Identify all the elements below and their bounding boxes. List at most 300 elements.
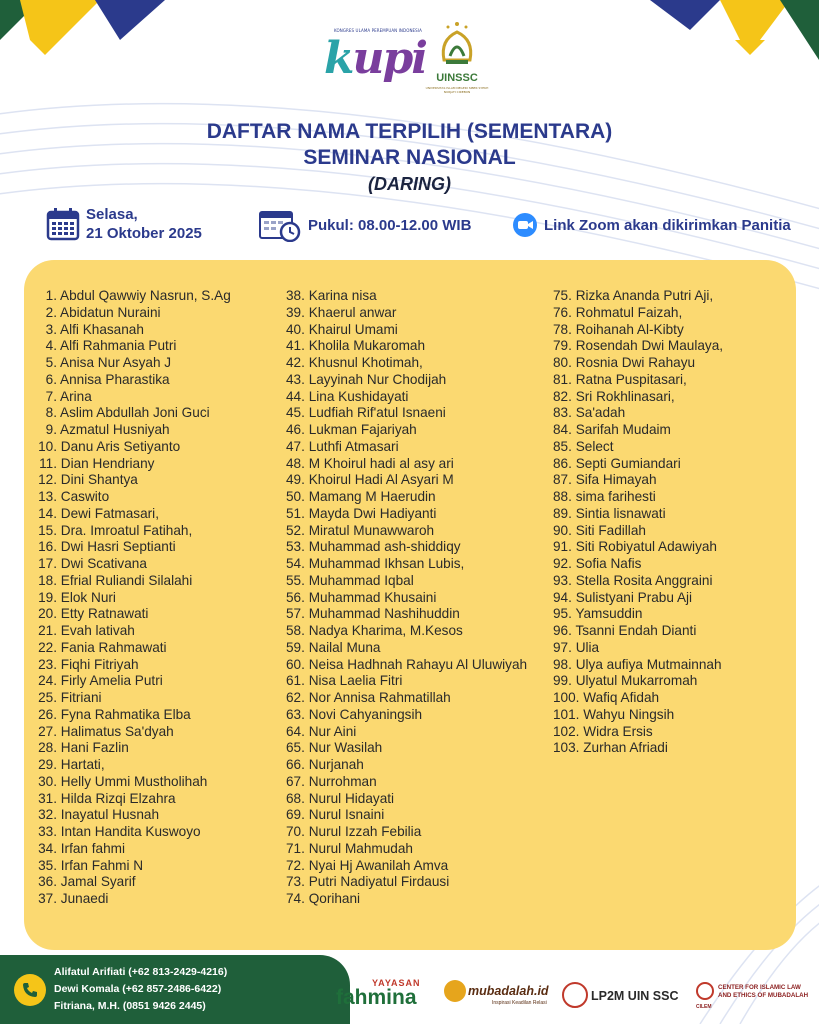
list-item-name: Nur Aini <box>308 723 357 739</box>
list-item-number: 67. <box>286 773 305 789</box>
name-list-item <box>553 355 723 372</box>
list-item-number: 65. <box>286 740 305 756</box>
name-list-item <box>30 623 231 640</box>
name-list-item <box>286 556 527 573</box>
list-item-number: 53. <box>286 539 305 555</box>
list-item-name: Nurul Isnaini <box>308 807 385 823</box>
list-item-number: 30. <box>38 773 57 789</box>
list-item-number: 48. <box>286 455 305 471</box>
name-list-item <box>30 489 231 506</box>
list-item-number: 43. <box>286 371 305 387</box>
list-item-name: Nurul Mahmudah <box>308 840 413 856</box>
list-item-name: Dewi Fatmasari, <box>60 505 159 521</box>
list-item-name: Nailal Muna <box>308 639 381 655</box>
uinssc-emblem-icon <box>436 20 478 68</box>
list-item-number: 31. <box>38 790 57 806</box>
list-item-number: 14. <box>38 505 57 521</box>
uinssc-subtitle: UNIVERSITAS ISLAM NEGERI SIBER SYEKH NURJATI CIREBON <box>425 86 489 94</box>
list-item-number: 96. <box>553 623 572 638</box>
name-list-item <box>553 405 723 422</box>
list-item-name: Ulyatul Mukarromah <box>575 673 698 689</box>
corner-decoration-left <box>0 0 170 64</box>
list-item-number: 69. <box>286 807 305 823</box>
name-list-item <box>286 640 527 657</box>
list-item-name: Kholila Mukaromah <box>308 338 426 354</box>
list-item-number: 78. <box>553 321 572 337</box>
list-item-name: Ulia <box>575 639 600 655</box>
list-item-number: 93. <box>553 572 572 588</box>
list-item-number: 39. <box>286 304 305 320</box>
list-item-name: Nadya Kharima, M.Kesos <box>308 623 463 638</box>
list-item-name: Nurjanah <box>308 757 364 772</box>
list-item-number: 36. <box>38 874 57 890</box>
name-list-item <box>286 573 527 590</box>
list-item-name: Abdul Qawwiy Nasrun, S.Ag <box>60 288 231 303</box>
name-list-item <box>30 338 231 355</box>
kupi-logo <box>322 24 426 90</box>
list-item-number: 75. <box>553 288 572 303</box>
name-list-item <box>30 472 231 489</box>
kupi-tagline: KONGRES ULAMA PEREMPUAN INDONESIA <box>334 28 422 33</box>
list-item-number: 81. <box>553 371 572 387</box>
name-list-item <box>286 707 527 724</box>
list-item-number: 24. <box>38 673 57 689</box>
list-item-name: Sri Rokhlinasari, <box>575 388 675 404</box>
event-time-value: Pukul: 08.00-12.00 WIB <box>308 216 472 234</box>
list-item-number: 23. <box>38 656 57 672</box>
list-item-name: Luthfi Atmasari <box>308 438 399 454</box>
mubadalah-emblem-icon <box>444 980 466 1002</box>
list-item-number: 62. <box>286 690 305 705</box>
list-item-number: 79. <box>553 338 572 354</box>
list-item-name: Irfan Fahmi N <box>60 857 144 873</box>
list-item-number: 17. <box>38 556 57 571</box>
name-list-item <box>553 539 723 556</box>
name-list-item <box>30 573 231 590</box>
list-item-number: 37. <box>38 891 57 906</box>
name-list-item <box>30 640 231 657</box>
list-item-name: Wafiq Afidah <box>583 690 660 705</box>
name-list-item <box>286 841 527 858</box>
name-list-item <box>286 506 527 523</box>
list-item-number: 19. <box>38 589 57 605</box>
list-item-number: 44. <box>286 388 305 404</box>
list-item-number: 88. <box>553 489 572 504</box>
name-list-item <box>286 489 527 506</box>
list-item-name: Zurhan Afriadi <box>583 740 668 756</box>
zoom-info <box>512 212 791 238</box>
list-item-number: 91. <box>553 539 572 555</box>
list-item-name: Qorihani <box>308 891 361 906</box>
corner-decoration-right <box>650 0 819 64</box>
list-item-number: 21. <box>38 623 57 638</box>
list-item-name: Dwi Scativana <box>60 556 147 571</box>
list-item-name: Sulistyani Prabu Aji <box>575 589 693 605</box>
list-item-name: Roihanah Al-Kibty <box>575 321 684 337</box>
list-item-name: Arina <box>60 388 92 404</box>
name-list-item <box>553 456 723 473</box>
list-item-number: 90. <box>553 522 572 538</box>
name-list-item <box>30 556 231 573</box>
list-item-number: 11. <box>39 455 57 471</box>
list-item-number: 27. <box>38 723 57 739</box>
list-item-name: Intan Handita Kuswoyo <box>60 824 201 839</box>
list-item-name: Wahyu Ningsih <box>583 706 675 722</box>
phone-badge <box>14 974 46 1006</box>
list-item-name: Evah lativah <box>60 623 135 638</box>
list-item-number: 32. <box>38 807 57 823</box>
name-list-item <box>286 858 527 875</box>
list-item-number: 68. <box>286 790 305 806</box>
name-list-item <box>30 707 231 724</box>
list-item-name: Fitriani <box>60 690 102 705</box>
event-day: Selasa, <box>86 206 138 223</box>
list-item-number: 101. <box>553 706 580 722</box>
phone-icon <box>21 981 39 999</box>
list-item-number: 54. <box>286 556 305 571</box>
list-item-name: Tsanni Endah Dianti <box>575 623 697 638</box>
list-item-number: 100. <box>553 690 580 705</box>
mubadalah-tagline: Inspirasi Keadilan Relasi <box>492 1000 547 1006</box>
list-item-name: Sarifah Mudaim <box>575 422 671 437</box>
list-item-number: 97. <box>553 639 572 655</box>
list-item-name: Siti Robiyatul Adawiyah <box>575 539 717 555</box>
list-item-number: 15. <box>38 522 57 538</box>
list-item-name: Siti Fadillah <box>575 522 646 538</box>
name-list-item <box>553 606 723 623</box>
name-list-item <box>286 389 527 406</box>
name-list-item <box>30 757 231 774</box>
name-list-item <box>286 807 527 824</box>
list-item-name: Putri Nadiyatul Firdausi <box>308 874 450 890</box>
list-item-name: Dian Hendriany <box>60 455 155 471</box>
list-item-number: 18. <box>38 572 57 588</box>
list-item-number: 83. <box>553 405 572 421</box>
list-item-number: 85. <box>553 438 572 454</box>
list-item-name: Nur Wasilah <box>308 740 383 756</box>
cilem-emblem-icon <box>696 982 714 1000</box>
list-item-number: 73. <box>286 874 305 890</box>
name-list-item <box>286 774 527 791</box>
list-item-name: Anisa Nur Asyah J <box>60 355 172 370</box>
name-list-item <box>30 657 231 674</box>
list-item-number: 94. <box>553 589 572 605</box>
list-item-number: 60. <box>286 656 305 672</box>
list-item-name: Rizka Ananda Putri Aji, <box>575 288 714 303</box>
list-item-name: Khusnul Khotimah, <box>308 355 423 370</box>
list-item-number: 59. <box>286 639 305 655</box>
list-item-name: Sifa Himayah <box>575 472 657 488</box>
name-list-item <box>553 389 723 406</box>
name-list-item <box>30 740 231 757</box>
list-item-name: Helly Ummi Mustholihah <box>60 773 208 789</box>
event-date-value: 21 Oktober 2025 <box>86 225 202 242</box>
list-item-name: Nurrohman <box>308 773 377 789</box>
list-item-name: Inayatul Husnah <box>60 807 160 823</box>
list-item-name: Muhammad Nashihuddin <box>308 606 460 622</box>
list-item-number: 1. <box>45 288 57 303</box>
event-title: SEMINAR NASIONAL <box>303 146 516 169</box>
name-list-item <box>30 288 231 305</box>
list-item-number: 92. <box>553 556 572 571</box>
list-item-number: 26. <box>38 706 57 722</box>
list-item-number: 12. <box>38 472 57 488</box>
list-item-name: Ulya aufiya Mutmainnah <box>575 656 722 672</box>
name-list-item <box>30 874 231 891</box>
name-list-item <box>30 590 231 607</box>
list-item-number: 74. <box>286 891 305 906</box>
list-item-name: Nurul Hidayati <box>308 790 395 806</box>
list-item-name: Caswito <box>60 489 110 504</box>
list-item-name: Aslim Abdullah Joni Guci <box>60 405 210 421</box>
name-list-item <box>553 288 723 305</box>
list-item-number: 87. <box>553 472 572 488</box>
name-list-item <box>286 405 527 422</box>
list-item-number: 28. <box>38 740 57 756</box>
list-item-number: 58. <box>286 623 305 638</box>
list-item-name: Fyna Rahmatika Elba <box>60 706 191 722</box>
mubadalah-logo: mubadalah.id <box>468 984 549 998</box>
list-item-name: Muhammad Khusaini <box>308 589 437 605</box>
name-list-item <box>30 724 231 741</box>
name-list-item <box>553 523 723 540</box>
list-item-number: 25. <box>38 690 57 705</box>
name-list-item <box>30 539 231 556</box>
list-item-name: Etty Ratnawati <box>60 606 149 622</box>
list-item-name: Sofia Nafis <box>575 556 642 571</box>
list-item-name: Novi Cahyaningsih <box>308 706 423 722</box>
name-list-item <box>30 372 231 389</box>
list-item-number: 49. <box>286 472 305 488</box>
list-item-name: Fania Rahmawati <box>60 639 167 655</box>
name-list-item <box>553 305 723 322</box>
event-date <box>46 205 202 243</box>
list-item-name: Nisa Laelia Fitri <box>308 673 403 689</box>
name-list-item <box>30 774 231 791</box>
list-item-name: Annisa Pharastika <box>60 371 170 387</box>
zoom-info-text: Link Zoom akan dikirimkan Panitia <box>544 216 791 234</box>
list-item-name: Nyai Hj Awanilah Amva <box>308 857 449 873</box>
list-item-name: Select <box>575 438 614 454</box>
list-item-name: Lina Kushidayati <box>308 388 409 404</box>
name-list-item <box>30 439 231 456</box>
name-list-item <box>553 439 723 456</box>
list-item-name: Sintia lisnawati <box>575 505 666 521</box>
list-item-name: Widra Ersis <box>583 723 653 739</box>
list-item-number: 66. <box>286 757 305 772</box>
list-item-number: 102. <box>553 723 580 739</box>
cilem-line-2: AND ETHICS OF MUBADALAH <box>718 992 809 999</box>
list-item-name: Nor Annisa Rahmatillah <box>308 690 451 705</box>
list-item-number: 52. <box>286 522 305 538</box>
name-list-item <box>286 305 527 322</box>
list-item-number: 103. <box>553 740 580 756</box>
name-list-item <box>286 824 527 841</box>
name-list-item <box>286 422 527 439</box>
list-item-name: Stella Rosita Anggraini <box>575 572 713 588</box>
list-item-name: Khoirul Hadi Al Asyari M <box>308 472 454 488</box>
event-time <box>258 208 471 242</box>
name-list-item <box>553 740 723 757</box>
name-list-item <box>553 590 723 607</box>
list-item-name: Firly Amelia Putri <box>60 673 163 689</box>
calendar-icon <box>46 207 80 241</box>
list-item-number: 89. <box>553 505 572 521</box>
name-list-item <box>286 874 527 891</box>
name-list-item <box>286 740 527 757</box>
list-item-number: 10. <box>38 438 57 454</box>
name-list-item <box>30 690 231 707</box>
list-item-name: Yamsuddin <box>575 606 643 622</box>
list-item-name: Rosnia Dwi Rahayu <box>575 355 696 370</box>
contact-item: Dewi Komala (+62 857-2486-6422) <box>54 983 222 995</box>
name-list-item <box>286 288 527 305</box>
list-item-name: Nurul Izzah Febilia <box>308 824 422 839</box>
name-list-item <box>553 472 723 489</box>
name-list-item <box>286 891 527 908</box>
name-list-item <box>553 657 723 674</box>
name-list-item <box>30 824 231 841</box>
list-item-name: Karina nisa <box>308 288 377 303</box>
list-item-name: Halimatus Sa'dyah <box>60 723 174 739</box>
list-item-name: Junaedi <box>60 891 109 906</box>
fahmina-tagline: YAYASAN <box>372 978 421 988</box>
list-item-number: 70. <box>286 824 305 839</box>
list-item-name: Septi Gumiandari <box>575 455 681 471</box>
name-list-item <box>30 422 231 439</box>
list-item-number: 84. <box>553 422 572 437</box>
list-item-name: Mamang M Haerudin <box>308 489 436 504</box>
list-item-number: 98. <box>553 656 572 672</box>
uinssc-logo <box>424 20 490 100</box>
list-item-number: 72. <box>286 857 305 873</box>
list-item-name: Jamal Syarif <box>60 874 136 890</box>
list-item-number: 9. <box>45 422 57 437</box>
list-item-name: Muhammad Ikhsan Lubis, <box>308 556 465 571</box>
name-list-item <box>286 757 527 774</box>
name-list-item <box>553 673 723 690</box>
list-item-name: Hartati, <box>60 757 105 772</box>
list-item-name: Muhammad ash-shiddiqy <box>308 539 461 555</box>
name-list-item <box>30 322 231 339</box>
contact-item: Alifatul Arifiati (+62 813-2429-4216) <box>54 966 228 978</box>
list-item-number: 99. <box>553 673 572 689</box>
name-list-item <box>286 456 527 473</box>
list-item-name: Dini Shantya <box>60 472 138 488</box>
name-list-item <box>286 355 527 372</box>
name-list-item <box>553 707 723 724</box>
page-title: DAFTAR NAMA TERPILIH (SEMENTARA) <box>206 120 613 143</box>
kupi-wordmark: kupi <box>324 33 426 84</box>
contact-list <box>54 964 227 1015</box>
name-list-item <box>286 590 527 607</box>
list-item-number: 55. <box>286 572 305 588</box>
name-list-item <box>553 556 723 573</box>
list-item-name: Ratna Puspitasari, <box>575 371 687 387</box>
name-list-item <box>30 891 231 908</box>
list-item-number: 63. <box>286 706 305 722</box>
name-list-item <box>30 456 231 473</box>
list-item-name: Hilda Rizqi Elzahra <box>60 790 176 806</box>
name-list-item <box>30 791 231 808</box>
list-item-name: Rohmatul Faizah, <box>575 304 683 320</box>
list-item-name: Alfi Khasanah <box>60 321 144 337</box>
list-item-number: 82. <box>553 388 572 404</box>
list-item-number: 6. <box>45 371 57 387</box>
cilem-logo <box>718 984 808 1000</box>
names-column-1 <box>30 288 231 908</box>
list-item-name: Efrial Ruliandi Silalahi <box>60 572 193 588</box>
list-item-number: 57. <box>286 606 305 622</box>
list-item-number: 34. <box>38 840 57 856</box>
cilem-line-1: CENTER FOR ISLAMIC LAW <box>718 984 801 991</box>
list-item-number: 8. <box>45 405 57 421</box>
list-item-number: 4. <box>45 338 57 354</box>
list-item-name: Hani Fazlin <box>60 740 129 756</box>
name-list-item <box>553 573 723 590</box>
list-item-name: Mayda Dwi Hadiyanti <box>308 505 437 521</box>
lp2m-emblem-icon <box>562 982 588 1008</box>
contact-item: Fitriana, M.H. (0851 9426 2445) <box>54 1000 206 1012</box>
fahmina-logo: fahmina <box>336 986 417 1009</box>
name-list-item <box>286 439 527 456</box>
list-item-number: 76. <box>553 304 572 320</box>
list-item-number: 5. <box>45 355 57 370</box>
list-item-name: M Khoirul hadi al asy ari <box>308 455 454 471</box>
name-list-item <box>286 539 527 556</box>
list-item-name: Elok Nuri <box>60 589 116 605</box>
names-column-2 <box>286 288 527 908</box>
list-item-number: 16. <box>38 539 57 555</box>
name-list-item <box>30 305 231 322</box>
list-item-name: Dra. Imroatul Fatihah, <box>60 522 193 538</box>
list-item-number: 40. <box>286 321 305 337</box>
list-item-name: Fiqhi Fitriyah <box>60 656 139 672</box>
name-list-item <box>30 405 231 422</box>
zoom-icon <box>512 212 538 238</box>
list-item-name: Azmatul Husniyah <box>60 422 170 437</box>
list-item-number: 71. <box>286 840 305 856</box>
name-list-item <box>553 506 723 523</box>
list-item-number: 3. <box>45 321 57 337</box>
name-list-item <box>30 841 231 858</box>
name-list-item <box>286 791 527 808</box>
clock-icon <box>258 208 302 242</box>
list-item-name: Layyinah Nur Chodijah <box>308 371 447 387</box>
list-item-name: Miratul Munawwaroh <box>308 522 435 538</box>
list-item-number: 7. <box>45 388 57 404</box>
list-item-name: Alfi Rahmania Putri <box>60 338 177 354</box>
list-item-number: 38. <box>286 288 305 303</box>
uinssc-name: UINSSC <box>436 72 478 84</box>
name-list-item <box>286 657 527 674</box>
list-item-number: 20. <box>38 606 57 622</box>
name-list-item <box>286 338 527 355</box>
list-item-name: Muhammad Iqbal <box>308 572 414 588</box>
list-item-number: 41. <box>286 338 305 354</box>
list-item-name: Ludfiah Rif'atul Isnaeni <box>308 405 446 421</box>
name-list-item <box>286 724 527 741</box>
list-item-number: 35. <box>38 857 57 873</box>
list-item-number: 50. <box>286 489 305 504</box>
name-list-item <box>286 372 527 389</box>
name-list-item <box>30 606 231 623</box>
list-item-number: 29. <box>38 757 57 772</box>
list-item-name: Abidatun Nuraini <box>60 304 161 320</box>
name-list-item <box>286 673 527 690</box>
name-list-item <box>30 673 231 690</box>
name-list-item <box>286 322 527 339</box>
